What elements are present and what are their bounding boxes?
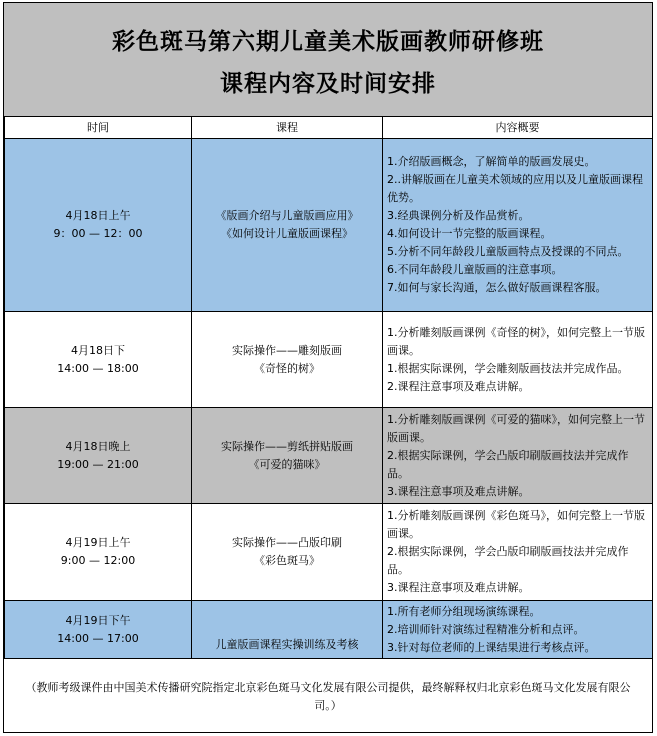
hours-text: 9：00 — 12：00 <box>53 227 143 240</box>
content-item: 2.根据实际课例，学会凸版印刷版画技法并完成作品。 <box>387 545 629 576</box>
content-item: 5.分析不同年龄段儿童版画特点及授课的不同点。 <box>387 245 629 258</box>
content-item: 7.如何与家长沟通，怎么做好版画课程客服。 <box>387 281 607 294</box>
header-content: 内容概要 <box>383 117 653 139</box>
title-banner <box>4 3 652 117</box>
course-line: 《版画介绍与儿童版画应用》 <box>215 209 359 222</box>
hours-text: 9:00 — 12:00 <box>60 554 136 567</box>
content-cell <box>383 139 653 312</box>
page-subtitle: 课程内容及时间安排 <box>220 70 436 97</box>
content-item: 1.分析雕刻版画课例《奇怪的树》，如何完整上一节版画课。 <box>387 325 645 357</box>
table-row <box>5 408 653 504</box>
table-row <box>5 312 653 408</box>
date-text: 4月18日晚上 <box>65 439 131 453</box>
course-line: 儿童版画课程实操训练及考核 <box>215 638 359 651</box>
header-course: 课程 <box>192 117 383 139</box>
date-text: 4月19日上午 <box>65 536 131 549</box>
table-row <box>5 504 653 601</box>
content-item: 3.课程注意事项及难点讲解。 <box>387 581 530 594</box>
footnote: （教师考级课件由中国美术传播研究院指定北京彩色斑马文化发展有限公司提供，最终解释权归北京彩色斑马文化发展有限公司。） <box>4 658 652 732</box>
course-cell <box>192 504 383 601</box>
course-line: 《可爱的猫咪》 <box>248 457 326 471</box>
time-cell <box>5 504 192 601</box>
time-cell <box>5 312 192 408</box>
content-item: 2.培训师针对演练过程精准分析和点评。 <box>387 622 585 636</box>
date-text: 4月19日下午 <box>65 613 131 627</box>
content-item: 4.如何设计一节完整的版画课程。 <box>387 227 552 240</box>
content-item: 3.针对每位老师的上课结果进行考核点评。 <box>387 640 596 654</box>
content-cell <box>383 312 653 408</box>
hours-text: 14:00 — 18:00 <box>57 361 139 375</box>
page-title: 彩色斑马第六期儿童美术版画教师研修班 <box>112 28 544 55</box>
content-item: 1.分析雕刻版画课例《彩色斑马》，如何完整上一节版画课。 <box>387 509 645 540</box>
date-text: 4月18日下 <box>71 343 125 357</box>
course-cell <box>192 601 383 659</box>
content-cell <box>383 408 653 504</box>
hours-text: 14:00 — 17:00 <box>57 631 139 645</box>
content-item: 3.经典课例分析及作品赏析。 <box>387 209 530 222</box>
course-cell <box>192 312 383 408</box>
course-line: 实际操作——凸版印刷 <box>232 536 342 549</box>
course-line: 《彩色斑马》 <box>254 554 320 567</box>
content-item: 2.课程注意事项及难点讲解。 <box>387 379 530 393</box>
content-item: 6.不同年龄段儿童版画的注意事项。 <box>387 263 563 276</box>
course-line: 《如何设计儿童版画课程》 <box>221 227 353 240</box>
course-cell <box>192 139 383 312</box>
content-item: 2.根据实际课例，学会凸版印刷版画技法并完成作品。 <box>387 448 629 480</box>
course-line: 实际操作——雕刻版画 <box>232 343 342 357</box>
course-line: 实际操作——剪纸拼贴版画 <box>221 439 353 453</box>
content-item: 3.课程注意事项及难点讲解。 <box>387 484 530 498</box>
header-time: 时间 <box>5 117 192 139</box>
course-line: 《奇怪的树》 <box>254 361 320 375</box>
table-row <box>5 601 653 659</box>
course-cell <box>192 408 383 504</box>
content-item: 2..讲解版画在儿童美术领域的应用以及儿童版画课程优势。 <box>387 173 643 204</box>
content-cell <box>383 601 653 659</box>
hours-text: 19:00 — 21:00 <box>57 457 139 471</box>
time-cell <box>5 601 192 659</box>
table-row <box>5 139 653 312</box>
table-header-row <box>5 117 653 139</box>
time-cell <box>5 408 192 504</box>
content-item: 1.根据实际课例，学会雕刻版画技法并完成作品。 <box>387 361 629 375</box>
schedule-table <box>4 116 653 659</box>
content-cell <box>383 504 653 601</box>
time-cell <box>5 139 192 312</box>
content-item: 1.分析雕刻版画课例《可爱的猫咪》，如何完整上一节版画课。 <box>387 412 645 444</box>
content-item: 1.介绍版画概念，了解简单的版画发展史。 <box>387 155 596 168</box>
schedule-sheet <box>3 2 653 733</box>
date-text: 4月18日上午 <box>65 209 131 222</box>
content-item: 1.所有老师分组现场演练课程。 <box>387 604 541 618</box>
